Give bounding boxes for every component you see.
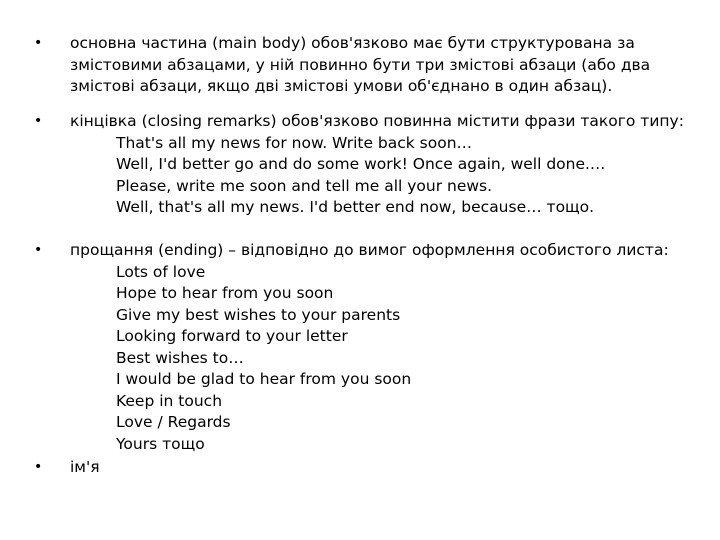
bullet-lead-text: прощання (ending) – відповідно до вимог оформлення особистого листа: — [70, 241, 669, 259]
bullet-lead-text: ім'я — [70, 458, 100, 476]
closing-phrase: Well, that's all my news. I'd better end now, because… тощо. — [116, 198, 595, 216]
bullet-lead-text: основна частина (main body) обов'язково має бути структурована за змістовими абзацами, у ній повинно бути три змістові абзаци (або два змістові абзаци, якщо дві змістові умови об'єднано в один абзац). — [70, 34, 651, 95]
ending-phrase: Lots of love — [116, 262, 206, 281]
bullet-marker: • — [34, 113, 43, 129]
bullet-text — [70, 240, 710, 455]
bullet-text — [70, 111, 710, 219]
ending-phrase: Hope to hear from you soon — [116, 284, 334, 302]
bullet-text — [70, 33, 710, 98]
bullet-marker: • — [34, 35, 43, 51]
ending-phrase: Best wishes to… — [116, 348, 244, 367]
closing-phrase: That's all my news for now. Write back soon… — [116, 133, 473, 152]
closing-phrase: Well, I'd better go and do some work! Once again, well done.… — [116, 155, 606, 173]
bullet-lead-text: кінцівка (closing remarks) обов'язково повинна містити фрази такого типу: — [70, 112, 684, 130]
bullet-text — [70, 457, 710, 479]
ending-phrase: Yours тощо — [116, 434, 205, 453]
closing-phrase: Please, write me soon and tell me all your news. — [116, 176, 493, 195]
ending-phrases-list — [116, 262, 710, 456]
bullet-marker: • — [34, 242, 43, 258]
closing-phrases-list — [116, 133, 710, 219]
ending-phrase: I would be glad to hear from you soon — [116, 370, 412, 388]
bullet-marker: • — [34, 459, 43, 475]
ending-phrase: Give my best wishes to your parents — [116, 305, 401, 324]
ending-phrase: Love / Regards — [116, 413, 231, 431]
ending-phrase: Keep in touch — [116, 391, 223, 410]
ending-phrase: Looking forward to your letter — [116, 327, 348, 345]
